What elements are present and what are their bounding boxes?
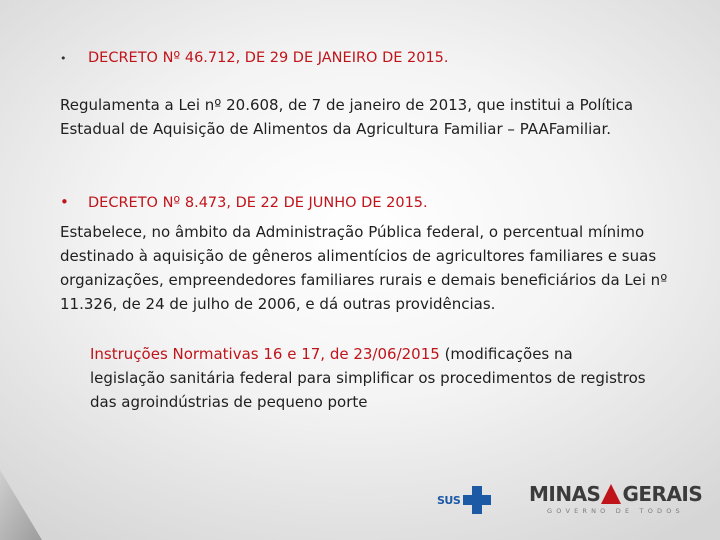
sus-logo-text: SUS (437, 493, 461, 507)
minas-gerais-logo (529, 480, 702, 520)
normative-instructions-text: (modificações na legislação sanitária federal para simplificar os procedimentos de registros das agroindústrias de pequeno porte (90, 345, 646, 411)
decree-description-2: Estabelece, no âmbito da Administração Pública federal, o percentual mínimo destinado à aquisição de gêneros alimentícios de agricultores familiares e suas organizações, empreendedores familiares rurais e demais beneficiários da Lei nº 11.326, de 24 de julho de 2006, e dá outras providências. (60, 223, 668, 313)
corner-triangle-decoration (0, 470, 42, 540)
normative-instructions (90, 342, 650, 414)
bullet: • (60, 52, 67, 65)
minas-gerais-logo-left: MINAS (529, 482, 601, 506)
decree-description-1: Regulamenta a Lei nº 20.608, de 7 de janeiro de 2013, que institui a Política Estadual de Aquisição de Alimentos da Agricultura Familiar – PAAFamiliar. (60, 96, 634, 138)
footer-logos (437, 480, 702, 520)
bullet: • (60, 193, 69, 211)
minas-gerais-tagline: GOVERNO DE TODOS (547, 507, 684, 515)
decree-title-2: DECRETO Nº 8.473, DE 22 DE JUNHO DE 2015. (88, 195, 428, 211)
triangle-icon (601, 484, 621, 504)
cross-icon (463, 486, 491, 514)
decree-heading-2 (60, 193, 700, 211)
sus-logo (437, 485, 491, 515)
decree-title-1: DECRETO Nº 46.712, DE 29 DE JANEIRO DE 2015. (88, 50, 449, 66)
decree-heading-1 (60, 50, 700, 66)
minas-gerais-logo-right: GERAIS (622, 482, 703, 506)
normative-instructions-title: Instruções Normativas 16 e 17, de 23/06/2015 (90, 345, 440, 363)
